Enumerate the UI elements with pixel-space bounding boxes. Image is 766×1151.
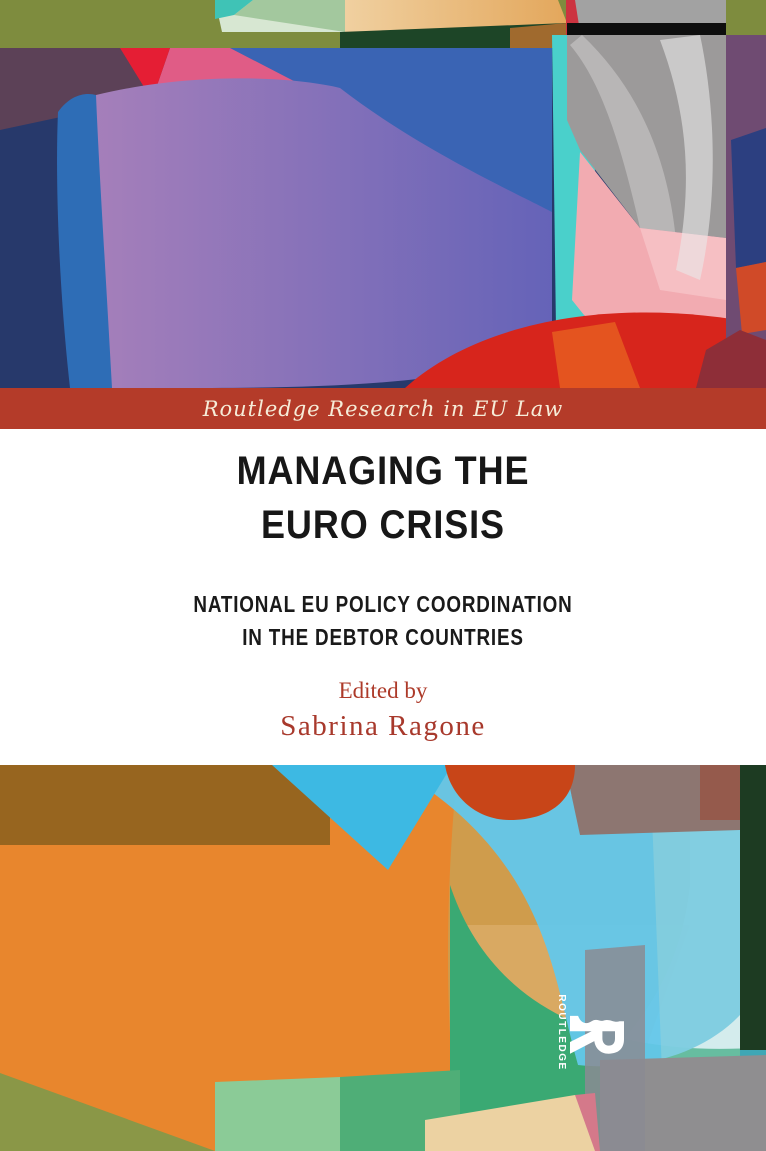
book-subtitle (0, 588, 766, 654)
edited-by-label: Edited by (338, 678, 428, 703)
title-line-2: EURO CRISIS (261, 503, 505, 547)
book-title (0, 444, 766, 552)
series-banner (0, 388, 766, 429)
title-line-1: MANAGING THE (236, 449, 530, 493)
subtitle-line-1: NATIONAL EU POLICY COORDINATION (193, 591, 573, 617)
bottom-art-shapes (0, 765, 766, 1151)
series-title: Routledge Research in EU Law (202, 396, 564, 421)
subtitle-line-2: IN THE DEBTOR COUNTRIES (242, 624, 524, 650)
bottom-abstract-art (0, 765, 766, 1151)
top-art-shapes (0, 0, 766, 388)
routledge-r-face-icon (571, 1012, 625, 1054)
publisher-logo (553, 985, 628, 1080)
publisher-name: ROUTLEDGE (556, 994, 568, 1071)
editor-name: Sabrina Ragone (280, 710, 486, 742)
top-abstract-art (0, 0, 766, 388)
